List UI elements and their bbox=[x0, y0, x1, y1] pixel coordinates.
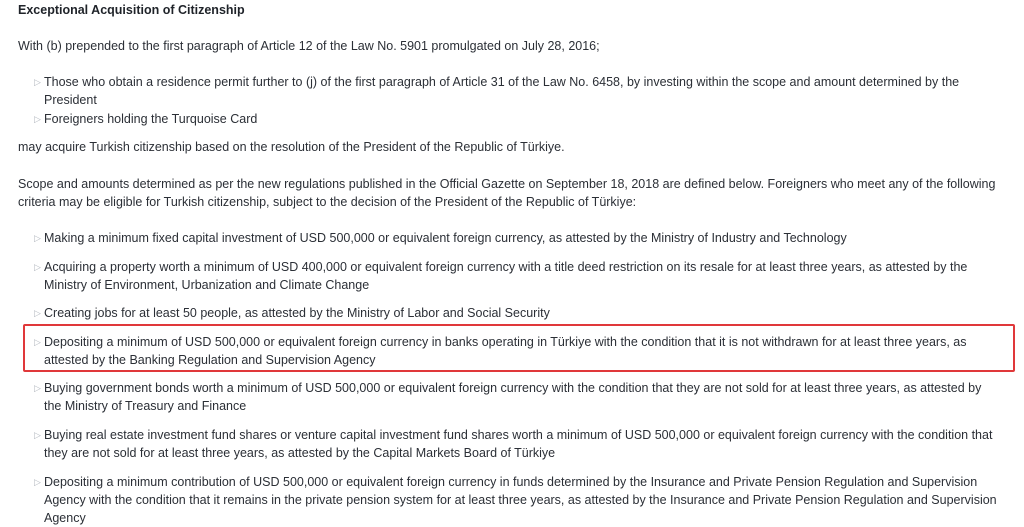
highlight-annotation-box bbox=[23, 324, 1015, 372]
intro-paragraph: With (b) prepended to the first paragraph of Article 12 of the Law No. 5901 promulgated on July 28, 2016; bbox=[18, 39, 600, 53]
bullet-arrow-icon: ▷ bbox=[34, 262, 41, 272]
bullet-arrow-icon: ▷ bbox=[34, 114, 41, 124]
criteria-list-item-text: Creating jobs for at least 50 people, as attested by the Ministry of Labor and Social Security bbox=[44, 306, 550, 320]
criteria-list-item-text: Depositing a minimum of USD 500,000 or equivalent foreign currency in banks operating in Türkiye with the condition that it is not withdrawn for at least three years, as attested by the Banking Regulation and Supervision Agency bbox=[44, 335, 967, 367]
criteria-list-item bbox=[34, 229, 1002, 247]
intro-list-item-text: Foreigners holding the Turquoise Card bbox=[44, 112, 258, 126]
bullet-arrow-icon: ▷ bbox=[34, 337, 41, 347]
bullet-arrow-icon: ▷ bbox=[34, 233, 41, 243]
criteria-list-item-text: Acquiring a property worth a minimum of USD 400,000 or equivalent foreign currency with a title deed restriction on its resale for at least three years, as attested by the Ministry of Environment, Urbanization and Climate Change bbox=[44, 260, 968, 292]
bullet-arrow-icon: ▷ bbox=[34, 430, 41, 440]
criteria-list-item-text: Depositing a minimum contribution of USD 500,000 or equivalent foreign currency in funds determined by the Insurance and Private Pension Regulation and Supervision Agency with the condition that it remains in the private pension system for at least three years, as attested by the Insurance and Private Pension Regulation and Supervision Agency bbox=[44, 475, 997, 525]
intro-list-item bbox=[34, 73, 1002, 109]
bullet-arrow-icon: ▷ bbox=[34, 383, 41, 393]
conclusion-paragraph: may acquire Turkish citizenship based on the resolution of the President of the Republic of Türkiye. bbox=[18, 140, 565, 154]
section-title: Exceptional Acquisition of Citizenship bbox=[18, 3, 245, 17]
criteria-list-item bbox=[34, 426, 1002, 462]
intro-list-item-text: Those who obtain a residence permit further to (j) of the first paragraph of Article 31 of the Law No. 6458, by investing within the scope and amount determined by the President bbox=[44, 75, 960, 107]
intro-list-item bbox=[34, 110, 1002, 128]
criteria-list-item-text: Buying government bonds worth a minimum of USD 500,000 or equivalent foreign currency with the condition that they are not sold for at least three years, as attested by the Ministry of Treasury and Finance bbox=[44, 381, 982, 413]
criteria-list-item bbox=[34, 304, 1002, 322]
bullet-arrow-icon: ▷ bbox=[34, 77, 41, 87]
bullet-arrow-icon: ▷ bbox=[34, 477, 41, 487]
bullet-arrow-icon: ▷ bbox=[34, 308, 41, 318]
criteria-list-item bbox=[34, 258, 1002, 294]
criteria-list-item bbox=[34, 379, 1002, 415]
scope-paragraph: Scope and amounts determined as per the new regulations published in the Official Gazette on September 18, 2018 are defined below. Foreigners who meet any of the following criteria may be eligible for Turkish citizenship, subject to the decision of the President of the Republic of Türkiye: bbox=[18, 177, 996, 209]
criteria-list-item-text: Making a minimum fixed capital investment of USD 500,000 or equivalent foreign currency, as attested by the Ministry of Industry and Technology bbox=[44, 231, 847, 245]
criteria-list-item-text: Buying real estate investment fund shares or venture capital investment fund shares worth a minimum of USD 500,000 or equivalent foreign currency with the condition that they are not sold for at least three years, as attested by the Capital Markets Board of Türkiye bbox=[44, 428, 993, 460]
criteria-list-item bbox=[34, 473, 1002, 527]
